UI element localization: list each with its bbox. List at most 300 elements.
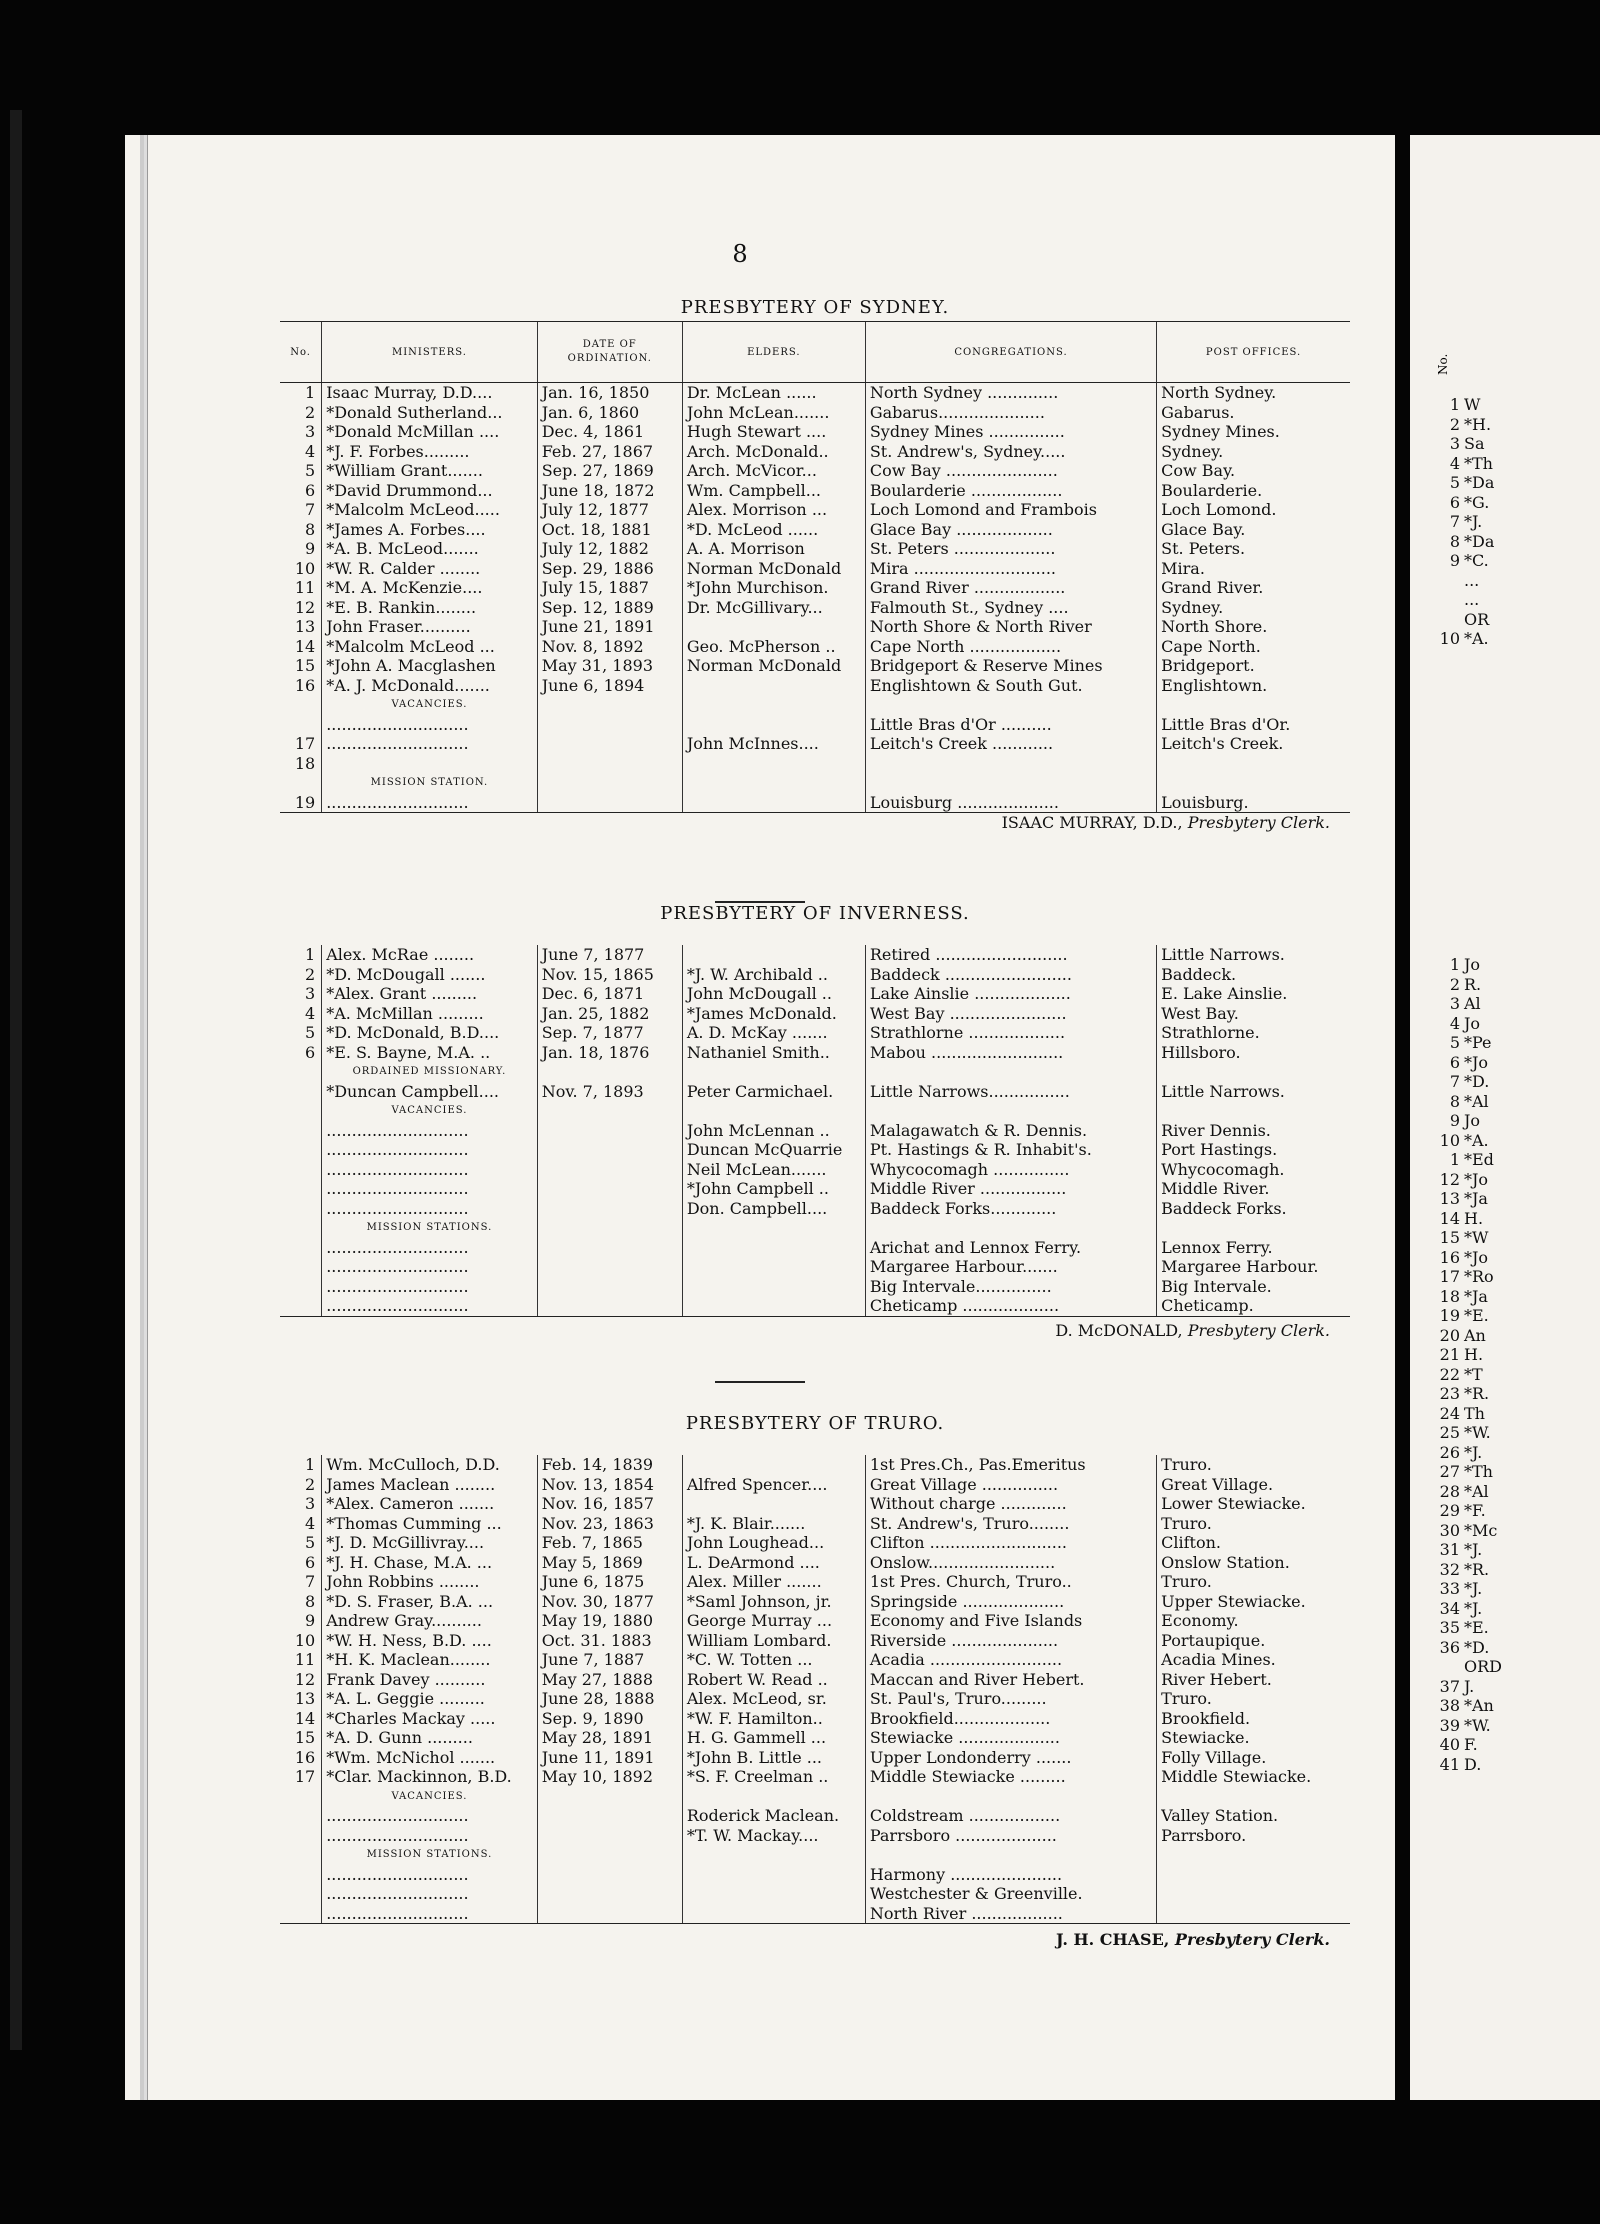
cell-minister: VACANCIES. bbox=[322, 1787, 538, 1807]
cell-no: 9 bbox=[305, 1611, 316, 1631]
cell-elder: *James McDonald. bbox=[682, 1004, 865, 1024]
cell-no bbox=[280, 1101, 322, 1121]
strip-row-no: 1 bbox=[1449, 395, 1460, 414]
cell-minister: Frank Davey .......... bbox=[322, 1670, 538, 1690]
strip-row-text: W bbox=[1464, 395, 1481, 414]
strip-row-text: OR bbox=[1464, 609, 1490, 629]
strip-row-no: 5 bbox=[1449, 473, 1460, 492]
strip-row-text: *A. bbox=[1464, 1130, 1489, 1150]
cell-no: 9 bbox=[305, 539, 316, 559]
cell-minister: *M. A. McKenzie.... bbox=[322, 578, 538, 598]
strip-row-text: *Ed bbox=[1464, 1150, 1494, 1169]
table-row bbox=[280, 1650, 1350, 1670]
table-row bbox=[280, 1748, 1350, 1768]
strip-row bbox=[1410, 1365, 1502, 1385]
cell-minister: John Robbins ........ bbox=[322, 1572, 538, 1592]
cell-post: Glace Bay. bbox=[1157, 520, 1350, 540]
cell-date: Jan. 18, 1876 bbox=[537, 1043, 682, 1063]
cell-post: Margaree Harbour. bbox=[1157, 1257, 1350, 1277]
register-page bbox=[125, 135, 1395, 2100]
cell-date: June 7, 1887 bbox=[537, 1650, 682, 1670]
cell-congregation: St. Andrew's, Sydney..... bbox=[865, 442, 1156, 462]
cell-post: West Bay. bbox=[1157, 1004, 1350, 1024]
strip-row-no: 34 bbox=[1439, 1598, 1460, 1618]
cell-no bbox=[280, 1277, 322, 1297]
cell-elder bbox=[682, 793, 865, 813]
cell-no: 5 bbox=[305, 461, 316, 481]
strip-row bbox=[1410, 454, 1494, 474]
cell-post: Bridgeport. bbox=[1157, 656, 1350, 676]
strip-row bbox=[1410, 1735, 1502, 1755]
strip-row-no: 40 bbox=[1439, 1735, 1460, 1754]
strip-row-text: *G. bbox=[1464, 492, 1490, 512]
cell-elder bbox=[682, 1257, 865, 1277]
cell-elder: John McDougall .. bbox=[682, 984, 865, 1004]
strip-row bbox=[1410, 1072, 1502, 1092]
cell-date bbox=[537, 1238, 682, 1258]
strip-row-text: Sa bbox=[1464, 434, 1485, 453]
cell-minister: *Duncan Campbell.... bbox=[322, 1082, 538, 1102]
cell-minister: *Charles Mackay ..... bbox=[322, 1709, 538, 1729]
cell-date bbox=[537, 1904, 682, 1924]
cell-elder: Alex. Miller ....... bbox=[682, 1572, 865, 1592]
page-binding bbox=[125, 135, 148, 2100]
cell-date bbox=[537, 1121, 682, 1141]
table-row bbox=[280, 539, 1350, 559]
cell-post: River Hebert. bbox=[1157, 1670, 1350, 1690]
cell-elder bbox=[682, 715, 865, 735]
strip-row-text: H. bbox=[1464, 1208, 1484, 1228]
cell-date: Feb. 27, 1867 bbox=[537, 442, 682, 462]
cell-no: 4 bbox=[305, 441, 316, 461]
strip-row bbox=[1410, 955, 1502, 975]
strip-row-no: 17 bbox=[1439, 1267, 1460, 1286]
strip-row-text: *Al bbox=[1464, 1091, 1489, 1111]
strip-row-no: 33 bbox=[1439, 1579, 1460, 1598]
cell-congregation: Bridgeport & Reserve Mines bbox=[865, 656, 1156, 676]
cell-post: Parrsboro. bbox=[1157, 1826, 1350, 1846]
cell-no: 16 bbox=[294, 1747, 316, 1767]
strip-row bbox=[1410, 1189, 1502, 1209]
cell-congregation bbox=[865, 773, 1156, 793]
cell-post bbox=[1157, 695, 1350, 715]
strip-row-text: *W. bbox=[1464, 1423, 1491, 1442]
cell-no: 18 bbox=[294, 753, 316, 773]
table-row bbox=[280, 442, 1350, 462]
strip-row-text: Th bbox=[1464, 1403, 1485, 1423]
cell-post: Economy. bbox=[1157, 1611, 1350, 1631]
cell-congregation: St. Peters .................... bbox=[865, 539, 1156, 559]
cell-date bbox=[537, 1826, 682, 1846]
cell-minister: Andrew Gray.......... bbox=[322, 1611, 538, 1631]
cell-post bbox=[1157, 1865, 1350, 1885]
strip-row-text: *Al bbox=[1464, 1481, 1489, 1501]
table-row bbox=[280, 1475, 1350, 1495]
strip-row-text: *J. bbox=[1464, 1442, 1483, 1462]
cell-date: Nov. 13, 1854 bbox=[537, 1475, 682, 1495]
strip-row bbox=[1410, 1443, 1502, 1463]
strip-row-no: 2 bbox=[1449, 414, 1460, 434]
cell-no bbox=[280, 1296, 322, 1316]
cell-no: 19 bbox=[280, 793, 322, 813]
cell-congregation: Middle River ................. bbox=[865, 1179, 1156, 1199]
strip-row-no: 10 bbox=[1439, 629, 1460, 648]
cell-minister: ............................ bbox=[322, 715, 538, 735]
cell-minister: James Maclean ........ bbox=[322, 1475, 538, 1495]
strip-row-no: 35 bbox=[1439, 1618, 1460, 1637]
cell-no: 15 bbox=[294, 656, 316, 676]
cell-no: 3 bbox=[305, 984, 316, 1004]
adjacent-page bbox=[1410, 135, 1600, 2100]
scan-edge bbox=[10, 110, 22, 2050]
section-title: PRESBYTERY OF INVERNESS. bbox=[660, 903, 970, 924]
strip-row bbox=[1410, 1521, 1502, 1541]
cell-elder: Duncan McQuarrie bbox=[682, 1140, 865, 1160]
cell-elder: Peter Carmichael. bbox=[682, 1082, 865, 1102]
strip-row-no: 7 bbox=[1449, 1072, 1460, 1091]
cell-no: 8 bbox=[305, 519, 316, 539]
presbytery-sydney bbox=[280, 297, 1350, 835]
cell-elder: A. D. McKay ....... bbox=[682, 1023, 865, 1043]
table-row bbox=[280, 754, 1350, 774]
cell-minister: VACANCIES. bbox=[322, 695, 538, 715]
cell-post: Boularderie. bbox=[1157, 481, 1350, 501]
cell-elder: *John B. Little ... bbox=[682, 1748, 865, 1768]
clerk-name: J. H. CHASE, bbox=[1056, 1930, 1170, 1949]
cell-post: Truro. bbox=[1157, 1455, 1350, 1475]
cell-no bbox=[280, 1826, 322, 1846]
table-row bbox=[280, 1023, 1350, 1043]
strip-row bbox=[1410, 629, 1494, 649]
cell-elder: George Murray ... bbox=[682, 1611, 865, 1631]
strip-row-no: 27 bbox=[1439, 1462, 1460, 1481]
cell-date bbox=[537, 1865, 682, 1885]
strip-row-text: *Th bbox=[1464, 1462, 1493, 1481]
strip-row bbox=[1410, 551, 1494, 571]
strip-row bbox=[1410, 1053, 1502, 1073]
strip-row bbox=[1410, 1540, 1502, 1560]
table-row bbox=[280, 1082, 1350, 1102]
strip-row-no: 36 bbox=[1439, 1637, 1460, 1657]
strip-row bbox=[1410, 610, 1494, 630]
cell-congregation: Arichat and Lennox Ferry. bbox=[865, 1238, 1156, 1258]
strip-row bbox=[1410, 1618, 1502, 1638]
cell-no bbox=[280, 1865, 322, 1885]
strip-row-no: 21 bbox=[1439, 1345, 1460, 1364]
cell-post: Grand River. bbox=[1157, 578, 1350, 598]
strip-row bbox=[1410, 1638, 1502, 1658]
cell-congregation: 1st Pres.Ch., Pas.Emeritus bbox=[865, 1455, 1156, 1475]
cell-no bbox=[280, 1179, 322, 1199]
cell-elder: Norman McDonald bbox=[682, 559, 865, 579]
table-row bbox=[280, 1767, 1350, 1787]
cell-congregation: Louisburg .................... bbox=[865, 793, 1156, 813]
cell-minister: ............................ bbox=[322, 1826, 538, 1846]
strip-row bbox=[1410, 1248, 1502, 1268]
table-row bbox=[280, 403, 1350, 423]
sydney-table bbox=[280, 321, 1350, 813]
cell-congregation: Glace Bay ................... bbox=[865, 520, 1156, 540]
cell-elder: *T. W. Mackay.... bbox=[682, 1826, 865, 1846]
cell-date: Sep. 29, 1886 bbox=[537, 559, 682, 579]
cell-elder bbox=[682, 676, 865, 696]
cell-elder: *C. W. Totten ... bbox=[682, 1650, 865, 1670]
cell-no bbox=[280, 1238, 322, 1258]
cell-elder bbox=[682, 1101, 865, 1121]
table-row bbox=[280, 1238, 1350, 1258]
table-row bbox=[280, 1865, 1350, 1885]
cell-elder: *John Murchison. bbox=[682, 578, 865, 598]
cell-no: 13 bbox=[294, 1689, 316, 1709]
cell-congregation: Without charge ............. bbox=[865, 1494, 1156, 1514]
strip-row-no: 32 bbox=[1439, 1559, 1460, 1579]
strip-row bbox=[1410, 1501, 1502, 1521]
strip-row bbox=[1410, 415, 1494, 435]
strip-row bbox=[1410, 1014, 1502, 1034]
cell-date bbox=[537, 695, 682, 715]
strip-row bbox=[1410, 1345, 1502, 1365]
cell-minister: ............................ bbox=[322, 1121, 538, 1141]
cell-elder bbox=[682, 1277, 865, 1297]
cell-elder bbox=[682, 1904, 865, 1924]
table-row bbox=[280, 1218, 1350, 1238]
strip-bottom-rows bbox=[1410, 955, 1502, 1774]
cell-congregation: Leitch's Creek ............ bbox=[865, 734, 1156, 754]
table-row bbox=[280, 1179, 1350, 1199]
cell-date: June 21, 1891 bbox=[537, 617, 682, 637]
cell-post: Truro. bbox=[1157, 1572, 1350, 1592]
table-row bbox=[280, 1631, 1350, 1651]
strip-row-text: *Ro bbox=[1464, 1267, 1494, 1286]
cell-date: Nov. 30, 1877 bbox=[537, 1592, 682, 1612]
strip-row-no: 4 bbox=[1449, 1013, 1460, 1033]
header-ministers: MINISTERS. bbox=[322, 322, 538, 383]
table-row bbox=[280, 1884, 1350, 1904]
presbytery-clerk bbox=[280, 1321, 1350, 1343]
cell-post: Englishtown. bbox=[1157, 676, 1350, 696]
table-row bbox=[280, 1121, 1350, 1141]
cell-minister: *J. F. Forbes......... bbox=[322, 442, 538, 462]
strip-row-no: 9 bbox=[1449, 551, 1460, 570]
table-row bbox=[280, 1787, 1350, 1807]
cell-date: Feb. 7, 1865 bbox=[537, 1533, 682, 1553]
strip-row-text: *Jo bbox=[1464, 1052, 1489, 1072]
table-row bbox=[280, 1826, 1350, 1846]
table-row bbox=[280, 984, 1350, 1004]
cell-elder bbox=[682, 1494, 865, 1514]
table-row bbox=[280, 1689, 1350, 1709]
cell-date: July 12, 1877 bbox=[537, 500, 682, 520]
strip-row bbox=[1410, 473, 1494, 493]
strip-row-text: *A. bbox=[1464, 629, 1489, 648]
strip-row-text: *An bbox=[1464, 1696, 1494, 1715]
cell-date bbox=[537, 1257, 682, 1277]
strip-row bbox=[1410, 1462, 1502, 1482]
strip-row bbox=[1410, 1696, 1502, 1716]
inverness-table bbox=[280, 945, 1350, 1317]
strip-row-no: 28 bbox=[1439, 1481, 1460, 1501]
cell-elder: *J. W. Archibald .. bbox=[682, 965, 865, 985]
table-row bbox=[280, 965, 1350, 985]
clerk-name: D. McDONALD, bbox=[1055, 1320, 1183, 1340]
cell-post: Baddeck Forks. bbox=[1157, 1199, 1350, 1219]
clerk-title: Presbytery Clerk. bbox=[1174, 1930, 1330, 1949]
table-row bbox=[280, 422, 1350, 442]
cell-no: 12 bbox=[294, 1669, 316, 1689]
cell-congregation: Onslow......................... bbox=[865, 1553, 1156, 1573]
cell-elder bbox=[682, 1062, 865, 1082]
cell-date bbox=[537, 1062, 682, 1082]
cell-minister: Isaac Murray, D.D.... bbox=[322, 383, 538, 403]
cell-elder: Norman McDonald bbox=[682, 656, 865, 676]
cell-date bbox=[537, 773, 682, 793]
presbytery-truro bbox=[280, 1413, 1350, 1952]
cell-minister: *J. H. Chase, M.A. ... bbox=[322, 1553, 538, 1573]
table-row bbox=[280, 1043, 1350, 1063]
table-row bbox=[280, 1728, 1350, 1748]
cell-post: North Sydney. bbox=[1157, 383, 1350, 403]
table-row bbox=[280, 383, 1350, 403]
cell-congregation: Riverside ..................... bbox=[865, 1631, 1156, 1651]
cell-minister: *William Grant....... bbox=[322, 461, 538, 481]
cell-congregation: Mira ............................ bbox=[865, 559, 1156, 579]
cell-minister: *John A. Macglashen bbox=[322, 656, 538, 676]
cell-post: Middle River. bbox=[1157, 1179, 1350, 1199]
cell-congregation: Parrsboro .................... bbox=[865, 1826, 1156, 1846]
strip-row-no: 23 bbox=[1439, 1384, 1460, 1403]
strip-row bbox=[1410, 1287, 1502, 1307]
cell-date: Feb. 14, 1839 bbox=[537, 1455, 682, 1475]
strip-row-text: *C. bbox=[1464, 551, 1489, 570]
cell-congregation: Little Narrows................ bbox=[865, 1082, 1156, 1102]
cell-date: July 12, 1882 bbox=[537, 539, 682, 559]
cell-post bbox=[1157, 1218, 1350, 1238]
cell-date bbox=[537, 1806, 682, 1826]
cell-elder: Alex. Morrison ... bbox=[682, 500, 865, 520]
strip-row bbox=[1410, 1599, 1502, 1619]
cell-elder: John McLean....... bbox=[682, 403, 865, 423]
cell-post bbox=[1157, 1101, 1350, 1121]
strip-row-text: *W bbox=[1464, 1228, 1489, 1247]
cell-no bbox=[280, 1199, 322, 1219]
table-row bbox=[280, 578, 1350, 598]
cell-post bbox=[1157, 1062, 1350, 1082]
strip-row-text: *E. bbox=[1464, 1618, 1489, 1637]
cell-no: 10 bbox=[294, 1630, 316, 1650]
table-row bbox=[280, 520, 1350, 540]
cell-minister: *A. L. Geggie ......... bbox=[322, 1689, 538, 1709]
strip-row-no: 8 bbox=[1449, 1091, 1460, 1111]
presbytery-clerk bbox=[280, 813, 1350, 835]
cell-no: 12 bbox=[294, 597, 316, 617]
table-row bbox=[280, 1455, 1350, 1475]
strip-row bbox=[1410, 975, 1502, 995]
cell-elder bbox=[682, 1238, 865, 1258]
cell-minister: ............................ bbox=[322, 1179, 538, 1199]
sydney-rows bbox=[280, 383, 1350, 813]
cell-congregation bbox=[865, 695, 1156, 715]
header-congregations: CONGREGATIONS. bbox=[865, 322, 1156, 383]
strip-row-text: *Jo bbox=[1464, 1169, 1489, 1189]
strip-row bbox=[1410, 590, 1494, 610]
cell-post: Cow Bay. bbox=[1157, 461, 1350, 481]
strip-row-text: *R. bbox=[1464, 1559, 1490, 1579]
cell-no: 4 bbox=[305, 1513, 316, 1533]
cell-congregation: North Sydney .............. bbox=[865, 383, 1156, 403]
cell-post: Clifton. bbox=[1157, 1533, 1350, 1553]
cell-no bbox=[280, 695, 322, 715]
cell-minister: *W. R. Calder ........ bbox=[322, 559, 538, 579]
strip-row bbox=[1410, 571, 1494, 591]
strip-row-no: 18 bbox=[1439, 1286, 1460, 1306]
table-row bbox=[280, 1611, 1350, 1631]
cell-date: May 28, 1891 bbox=[537, 1728, 682, 1748]
clerk-title: Presbytery Clerk. bbox=[1187, 1320, 1330, 1340]
strip-row bbox=[1410, 1716, 1502, 1736]
strip-row bbox=[1410, 1092, 1502, 1112]
cell-no bbox=[280, 773, 322, 793]
table-row bbox=[280, 461, 1350, 481]
cell-congregation: Boularderie .................. bbox=[865, 481, 1156, 501]
table-row bbox=[280, 1553, 1350, 1573]
strip-row-no: 12 bbox=[1439, 1169, 1460, 1189]
cell-date: May 27, 1888 bbox=[537, 1670, 682, 1690]
cell-no bbox=[280, 1884, 322, 1904]
strip-row-text: Jo bbox=[1464, 955, 1481, 974]
strip-row-no: 3 bbox=[1449, 434, 1460, 453]
cell-elder: *W. F. Hamilton.. bbox=[682, 1709, 865, 1729]
cell-no: 7 bbox=[305, 500, 316, 520]
cell-elder: Geo. McPherson .. bbox=[682, 637, 865, 657]
section-title: PRESBYTERY OF TRURO. bbox=[685, 1413, 945, 1434]
cell-post: Acadia Mines. bbox=[1157, 1650, 1350, 1670]
table-row bbox=[280, 1140, 1350, 1160]
strip-row bbox=[1410, 1755, 1502, 1775]
table-row bbox=[280, 559, 1350, 579]
cell-post bbox=[1157, 773, 1350, 793]
cell-elder bbox=[682, 1845, 865, 1865]
strip-row-text: H. bbox=[1464, 1345, 1484, 1364]
cell-minister: ............................ bbox=[322, 1140, 538, 1160]
cell-date: Nov. 8, 1892 bbox=[537, 637, 682, 657]
cell-congregation: Springside .................... bbox=[865, 1592, 1156, 1612]
cell-minister: ............................ bbox=[322, 1904, 538, 1924]
cell-no: 6 bbox=[305, 1042, 316, 1062]
cell-no: 1 bbox=[305, 945, 316, 965]
strip-row bbox=[1410, 994, 1502, 1014]
cell-congregation: Falmouth St., Sydney .... bbox=[865, 598, 1156, 618]
cell-congregation bbox=[865, 1062, 1156, 1082]
cell-congregation: Brookfield................... bbox=[865, 1709, 1156, 1729]
cell-elder bbox=[682, 695, 865, 715]
cell-no: 17 bbox=[294, 1767, 316, 1787]
cell-post: Lennox Ferry. bbox=[1157, 1238, 1350, 1258]
cell-no: 7 bbox=[305, 1572, 316, 1592]
strip-row bbox=[1410, 1482, 1502, 1502]
cell-minister: *Malcolm McLeod..... bbox=[322, 500, 538, 520]
cell-elder: Nathaniel Smith.. bbox=[682, 1043, 865, 1063]
cell-no bbox=[280, 1218, 322, 1238]
strip-row-text: Jo bbox=[1464, 1111, 1481, 1130]
cell-elder bbox=[682, 1865, 865, 1885]
cell-post: Folly Village. bbox=[1157, 1748, 1350, 1768]
cell-no: 6 bbox=[305, 480, 316, 500]
cell-congregation bbox=[865, 1101, 1156, 1121]
cell-congregation: Little Bras d'Or .......... bbox=[865, 715, 1156, 735]
cell-congregation: Grand River .................. bbox=[865, 578, 1156, 598]
header-date: DATE OF ORDINATION. bbox=[537, 322, 682, 383]
cell-congregation: Lake Ainslie ................... bbox=[865, 984, 1156, 1004]
